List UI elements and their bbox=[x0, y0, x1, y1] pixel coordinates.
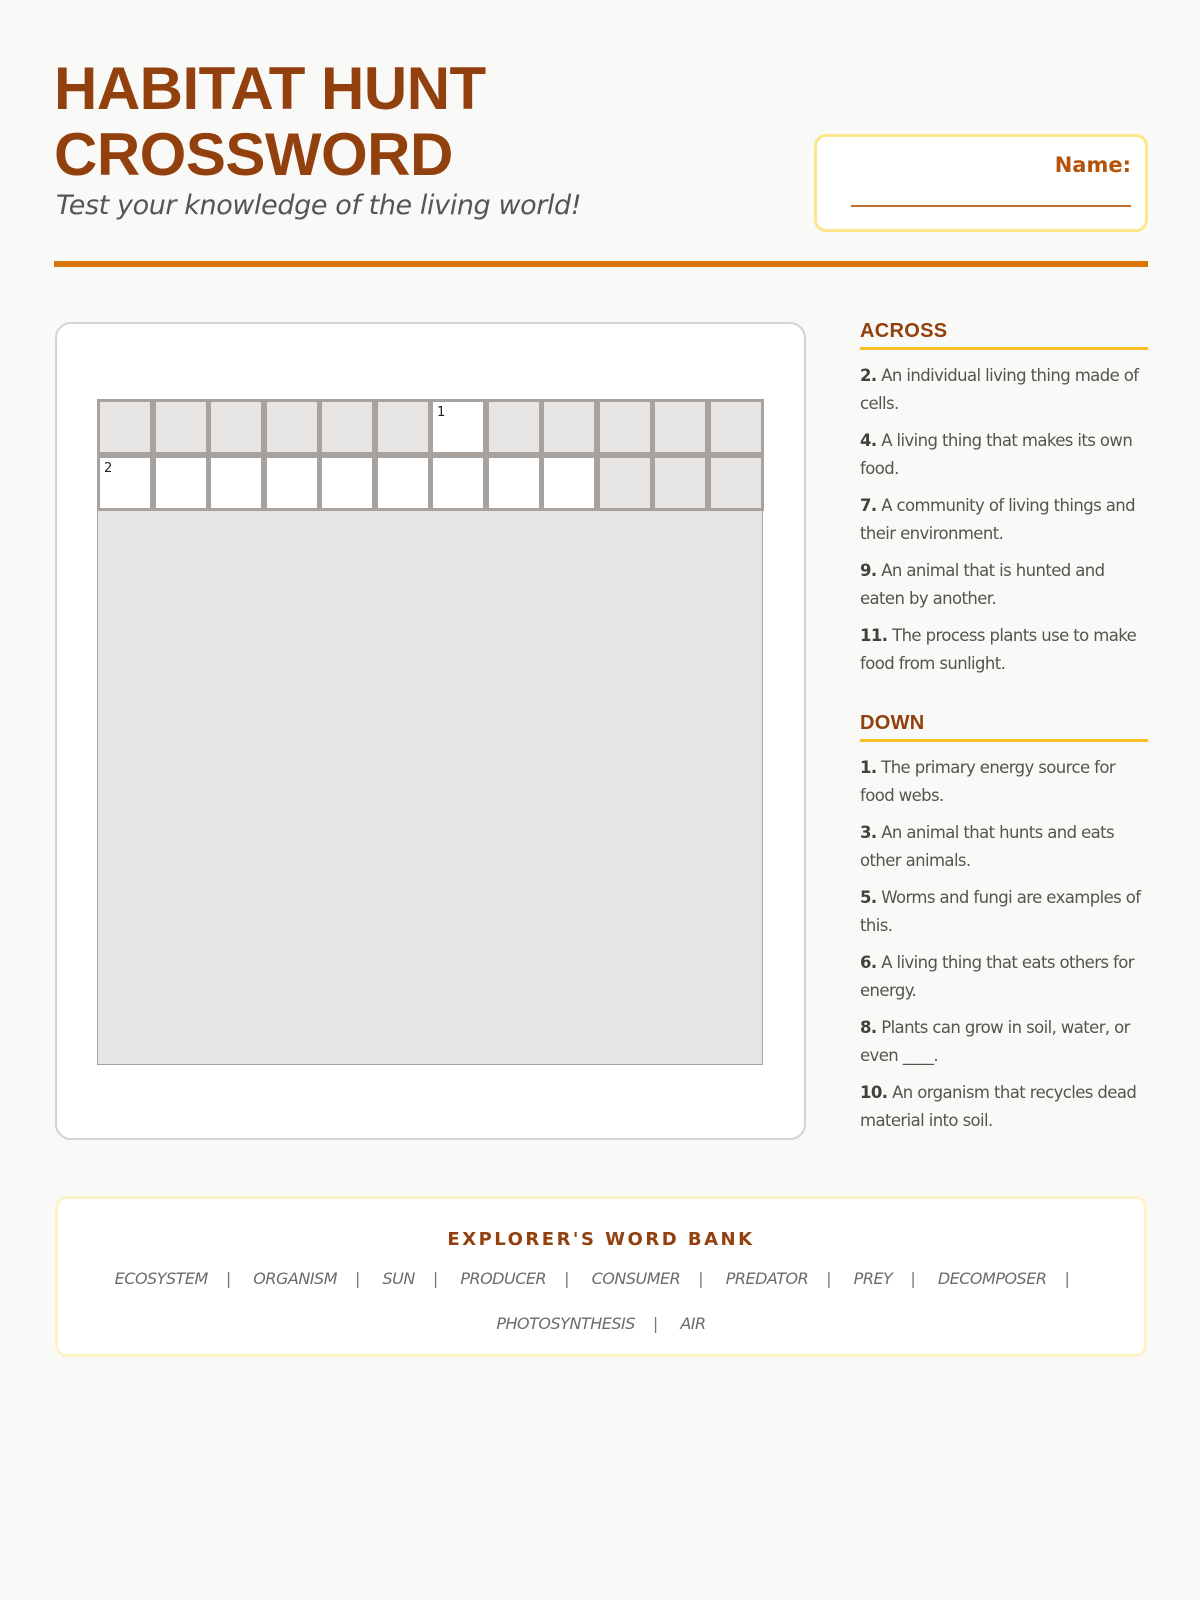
down-clue bbox=[860, 884, 1148, 940]
grid-cell-input[interactable] bbox=[430, 399, 486, 455]
down-clue bbox=[860, 754, 1148, 810]
across-section bbox=[860, 320, 1148, 678]
name-field-box[interactable] bbox=[814, 134, 1148, 232]
clue-text: An animal that is hunted and eaten by another. bbox=[860, 561, 1105, 608]
grid-cell-blocked bbox=[652, 399, 708, 455]
grid-cell-blocked bbox=[652, 455, 708, 511]
word-bank-title: EXPLORER'S WORD BANK bbox=[447, 1229, 755, 1250]
down-clue bbox=[860, 1079, 1148, 1135]
down-heading: DOWN bbox=[860, 712, 1148, 742]
clue-number: 2. bbox=[860, 366, 877, 385]
clue-text: An animal that hunts and eats other animals. bbox=[860, 823, 1115, 870]
word-bank-item: SUN bbox=[382, 1269, 415, 1288]
crossword-card bbox=[55, 322, 806, 1140]
clue-text: An organism that recycles dead material into soil. bbox=[860, 1083, 1137, 1130]
clue-text: A living thing that makes its own food. bbox=[860, 431, 1133, 478]
grid-cell-blocked bbox=[708, 399, 764, 455]
down-clue bbox=[860, 1014, 1148, 1070]
word-bank-item: PREY bbox=[853, 1269, 893, 1288]
across-clue bbox=[860, 492, 1148, 548]
across-clue bbox=[860, 362, 1148, 418]
down-section bbox=[860, 712, 1148, 1135]
word-separator: | bbox=[225, 1269, 231, 1288]
grid-cell-input[interactable] bbox=[208, 455, 264, 511]
clue-text: Plants can grow in soil, water, or even ____. bbox=[860, 1018, 1130, 1065]
word-separator: | bbox=[652, 1314, 658, 1333]
clue-number: 1. bbox=[860, 758, 877, 777]
clues-panel bbox=[860, 320, 1148, 1144]
word-separator: | bbox=[698, 1269, 704, 1288]
grid-cell-input[interactable] bbox=[486, 455, 542, 511]
word-separator: | bbox=[826, 1269, 832, 1288]
across-clue-list bbox=[860, 362, 1148, 678]
clue-text: Worms and fungi are examples of this. bbox=[860, 888, 1141, 935]
clue-text: An individual living thing made of cells. bbox=[860, 366, 1139, 413]
grid-cell-input[interactable] bbox=[375, 455, 431, 511]
across-clue bbox=[860, 557, 1148, 613]
clue-text: A living thing that eats others for energy. bbox=[860, 953, 1134, 1000]
clue-number: 9. bbox=[860, 561, 877, 580]
clue-number: 10. bbox=[860, 1083, 888, 1102]
page-header bbox=[54, 56, 1148, 268]
grid-cell-blocked bbox=[153, 399, 209, 455]
across-clue bbox=[860, 622, 1148, 678]
word-bank-item: CONSUMER bbox=[591, 1269, 681, 1288]
grid-cell-input[interactable] bbox=[319, 455, 375, 511]
across-heading: ACROSS bbox=[860, 320, 1148, 350]
grid-cell-blocked bbox=[375, 399, 431, 455]
clue-number: 3. bbox=[860, 823, 877, 842]
word-bank-item: AIR bbox=[680, 1314, 706, 1333]
clue-number: 8. bbox=[860, 1018, 877, 1037]
clue-text: The primary energy source for food webs. bbox=[860, 758, 1116, 805]
down-clue bbox=[860, 949, 1148, 1005]
word-separator: | bbox=[432, 1269, 438, 1288]
down-clue bbox=[860, 819, 1148, 875]
across-clue bbox=[860, 427, 1148, 483]
down-clue-list bbox=[860, 754, 1148, 1135]
grid-cell-input[interactable] bbox=[541, 455, 597, 511]
grid-cell-blocked bbox=[319, 399, 375, 455]
grid-cell-blocked bbox=[541, 399, 597, 455]
word-separator: | bbox=[564, 1269, 569, 1288]
page-subtitle: Test your knowledge of the living world! bbox=[56, 190, 582, 221]
clue-number: 7. bbox=[860, 496, 877, 515]
clue-number: 6. bbox=[860, 953, 877, 972]
clue-number: 5. bbox=[860, 888, 877, 907]
grid-cell-blocked bbox=[97, 399, 153, 455]
grid-cell-input[interactable] bbox=[97, 455, 153, 511]
word-bank-item: ECOSYSTEM bbox=[114, 1269, 208, 1288]
grid-cell-input[interactable] bbox=[430, 455, 486, 511]
clue-text: The process plants use to make food from sunlight. bbox=[860, 626, 1137, 673]
grid-cell-blocked bbox=[708, 455, 764, 511]
clue-number: 4. bbox=[860, 431, 877, 450]
title-line-1: HABITAT HUNT bbox=[54, 55, 486, 122]
name-label: Name: bbox=[1054, 153, 1131, 177]
clue-number: 11. bbox=[860, 626, 888, 645]
grid-cell-input[interactable] bbox=[264, 455, 320, 511]
title-line-2: CROSSWORD bbox=[54, 121, 453, 188]
crossword-grid bbox=[97, 399, 763, 1065]
grid-cell-input[interactable] bbox=[153, 455, 209, 511]
clue-number: 2 bbox=[104, 460, 113, 476]
word-bank bbox=[55, 1196, 1147, 1357]
grid-cell-blocked bbox=[486, 399, 542, 455]
word-bank-item: DECOMPOSER bbox=[937, 1269, 1047, 1288]
word-bank-list bbox=[96, 1256, 1106, 1346]
grid-cell-blocked bbox=[597, 399, 653, 455]
clue-number: 1 bbox=[437, 405, 446, 420]
word-bank-item: PRODUCER bbox=[460, 1269, 547, 1288]
header-divider bbox=[54, 261, 1148, 267]
word-separator: | bbox=[355, 1269, 360, 1288]
grid-cell-blocked bbox=[264, 399, 320, 455]
name-input-line[interactable] bbox=[851, 205, 1131, 207]
clue-text: A community of living things and their environment. bbox=[860, 496, 1136, 543]
word-bank-item: PHOTOSYNTHESIS bbox=[496, 1314, 635, 1333]
word-bank-item: PREDATOR bbox=[725, 1269, 809, 1288]
grid-cell-blocked bbox=[208, 399, 264, 455]
grid-cell-blocked bbox=[597, 455, 653, 511]
word-separator: | bbox=[1064, 1269, 1070, 1288]
word-separator: | bbox=[910, 1269, 916, 1288]
word-bank-item: ORGANISM bbox=[253, 1269, 337, 1288]
